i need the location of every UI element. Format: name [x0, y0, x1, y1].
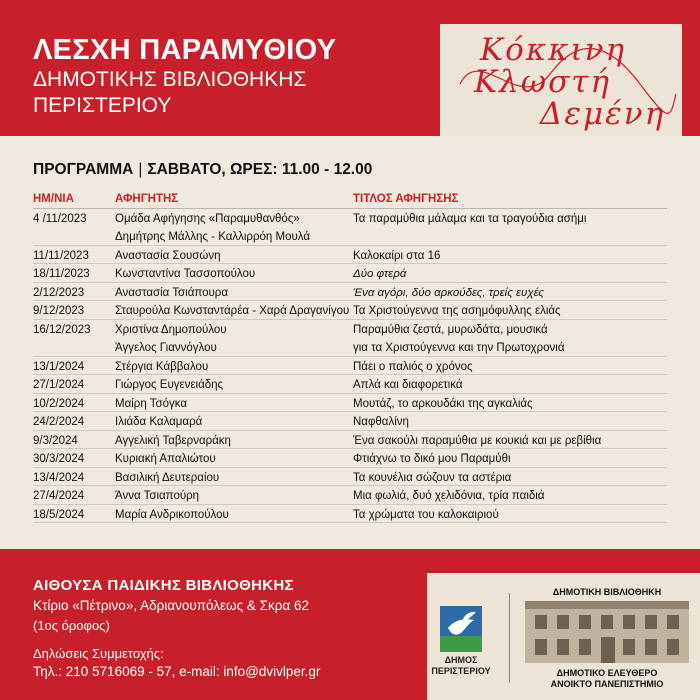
library-building-icon — [525, 601, 689, 663]
row-date: 18/11/2023 — [33, 264, 115, 283]
row-title: Καλοκαίρι στα 16 — [353, 245, 667, 264]
table-row — [33, 319, 667, 338]
library-title: ΔΗΜΟΤΙΚΗ ΒΙΒΛΙΟΘΗΚΗ — [552, 587, 662, 597]
row-narrator: Γιώργος Ευγενειάδης — [115, 375, 353, 394]
row-title: Μουτάζ, το αρκουδάκι της αγκαλιάς — [353, 393, 667, 412]
row-date: 4 /11/2023 — [33, 212, 87, 225]
row-title: Πάει ο παλιός ο χρόνος — [353, 356, 667, 375]
contact-info: Τηλ.: 210 5716069 - 57, e-mail: info@dvivlper.gr — [33, 664, 321, 679]
row-narrator: Ιλιάδα Καλαμαρά — [115, 412, 353, 431]
table-row — [33, 301, 667, 320]
row-date: 24/2/2024 — [33, 412, 115, 431]
row-date: 9/3/2024 — [33, 430, 115, 449]
table-row — [33, 486, 667, 505]
table-row — [33, 264, 667, 283]
row-date: 10/2/2024 — [33, 393, 115, 412]
row-narrator: Δημήτρης Μάλλης - Καλλιρρόη Μουλά — [115, 227, 353, 246]
row-narrator: Σταυρούλα Κωνσταντάρέα - Χαρά Δραγανίγου — [115, 301, 353, 320]
venue-floor: (1ος όροφος) — [33, 618, 110, 633]
red-thread-logo — [440, 24, 682, 136]
subtitle-library: ΔΗΜΟΤΙΚΗΣ ΒΙΒΛΙΟΘΗΚΗΣ — [33, 68, 307, 91]
row-date: 11/11/2023 — [33, 245, 115, 264]
row-narrator: Μαίρη Τσόγκα — [115, 393, 353, 412]
row-narrator: Αναστασία Σουσώνη — [115, 245, 353, 264]
venue-address: Κτίριο «Πέτρινο», Αδριανουπόλεως & Σκρα 62 — [33, 598, 309, 613]
table-row — [33, 338, 667, 357]
row-title: Τα Χριστούγεννα της ασημόφυλλης ελιάς — [353, 301, 667, 320]
table-row — [33, 430, 667, 449]
logo-divider — [509, 593, 510, 683]
row-narrator: Άγγελος Γιαννόγλου — [115, 338, 353, 357]
row-title — [353, 227, 667, 246]
row-narrator: Κωνσταντίνα Τασσοπούλου — [115, 264, 353, 283]
university-label-line-2: ΑΝΟΙΚΤΟ ΠΑΝΕΠΙΣΤΗΜΙΟ — [550, 679, 664, 689]
dove-icon — [440, 606, 482, 652]
partner-logos — [427, 573, 700, 700]
row-narrator: Αγγελική Ταβερναράκη — [115, 430, 353, 449]
row-title: για τα Χριστούγεννα και την Πρωτοχρονιά — [353, 338, 667, 357]
table-header-row — [33, 190, 667, 208]
header-banner — [0, 0, 700, 136]
program-separator: | — [138, 161, 143, 178]
municipality-label — [427, 655, 495, 677]
header-narrator: ΑΦΗΓΗΤΗΣ — [115, 190, 353, 208]
logo-text-line-2: Κλωστή — [474, 64, 611, 100]
booking-label: Δηλώσεις Συμμετοχής: — [33, 646, 164, 661]
program-label: ΠΡΟΓΡΑΜΜΑ — [33, 161, 134, 178]
table-row — [33, 245, 667, 264]
row-title: Ένα αγόρι, δύο αρκούδες, τρείς ευχές — [353, 282, 667, 301]
row-narrator: Κυριακή Απαλιώτου — [115, 449, 353, 468]
table-row — [33, 282, 667, 301]
row-title: Τα παραμύθια μάλαμα και τα τραγούδια ασήμι — [353, 212, 587, 225]
table-row — [33, 227, 667, 246]
row-title: Τα χρώματα του καλοκαιριού — [353, 504, 667, 523]
venue-name: ΑΙΘΟΥΣΑ ΠΑΙΔΙΚΗΣ ΒΙΒΛΙΟΘΗΚΗΣ — [33, 577, 294, 594]
table-row — [33, 504, 667, 523]
logo-text-line-3: Δεμένη — [540, 96, 666, 132]
schedule-table — [33, 190, 667, 523]
row-date: 18/5/2024 — [33, 504, 115, 523]
table-row — [33, 412, 667, 431]
row-date: 2/12/2023 — [33, 282, 115, 301]
row-date: 13/4/2024 — [33, 467, 115, 486]
row-date: 27/1/2024 — [33, 375, 115, 394]
table-row — [33, 449, 667, 468]
row-narrator: Μαρία Ανδρικοπούλου — [115, 504, 353, 523]
row-title: Δύο φτερά — [353, 264, 667, 283]
row-title: Ναφθαλίνη — [353, 412, 667, 431]
row-date: 30/3/2024 — [33, 449, 115, 468]
row-narrator: Αναστασία Τσιάπουρα — [115, 282, 353, 301]
table-row — [33, 467, 667, 486]
row-date: 16/12/2023 — [33, 323, 91, 336]
university-label-line-1: ΔΗΜΟΤΙΚΟ ΕΛΕΥΘΕΡΟ — [556, 668, 658, 678]
row-date — [33, 338, 115, 357]
university-label — [519, 668, 695, 690]
program-schedule: ΣΑΒΒΑΤΟ, ΩΡΕΣ: 11.00 - 12.00 — [147, 161, 373, 178]
table-row — [33, 393, 667, 412]
row-narrator: Ομάδα Αφήγησης «Παραμυθανθός» — [115, 212, 300, 225]
table-row — [33, 375, 667, 394]
row-title: Ένα σακούλι παραμύθια με κουκιά και με ρεβίθια — [353, 430, 667, 449]
subtitle-city: ΠΕΡΙΣΤΕΡΙΟΥ — [33, 94, 172, 117]
row-narrator: Στέργια Κάββαλου — [115, 356, 353, 375]
row-date: 13/1/2024 — [33, 356, 115, 375]
row-title: Απλά και διαφορετικά — [353, 375, 667, 394]
row-date: 9/12/2023 — [33, 301, 115, 320]
row-narrator: Άννα Τσιαπούρη — [115, 486, 353, 505]
row-narrator: Βασιλική Δευτεραίου — [115, 467, 353, 486]
row-title: Μια φωλιά, δυό χελιδόνια, τρία παιδιά — [353, 486, 667, 505]
row-title: Παραμύθια ζεστά, μυρωδάτα, μουσικά — [353, 323, 548, 336]
municipality-label-line-1: ΔΗΜΟΣ — [444, 655, 478, 665]
row-date — [33, 227, 115, 246]
row-date: 27/4/2024 — [33, 486, 115, 505]
logo-text-line-1: Κόκκινη — [480, 32, 627, 68]
row-title: Τα κουνέλια σώζουν τα αστέρια — [353, 467, 667, 486]
header-title: ΤΙΤΛΟΣ ΑΦΗΓΗΣΗΣ — [353, 190, 667, 208]
program-info — [33, 161, 372, 179]
page-title: ΛΕΣΧΗ ΠΑΡΑΜΥΘΙΟΥ — [33, 34, 337, 66]
table-row — [33, 356, 667, 375]
row-narrator: Χριστίνα Δημοπούλου — [115, 323, 227, 336]
table-row — [33, 208, 667, 227]
row-title: Φτιάχνω το δικό μου Παραμύθι — [353, 449, 667, 468]
municipality-label-line-2: ΠΕΡΙΣΤΕΡΙΟΥ — [431, 666, 491, 676]
header-date: ΗΜ/ΝΙΑ — [33, 190, 115, 208]
